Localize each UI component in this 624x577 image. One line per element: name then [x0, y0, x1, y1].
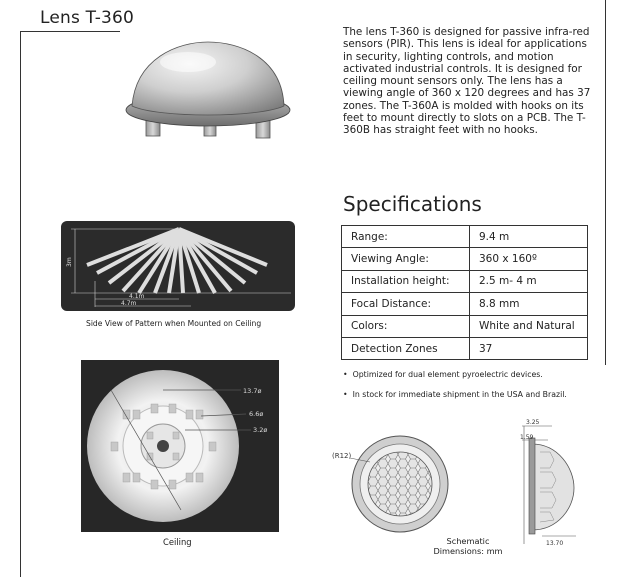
- side-view-diagram: [61, 221, 295, 311]
- radius-label: (R12): [332, 452, 352, 460]
- ceiling-pattern-diagram: [81, 360, 279, 532]
- lens-product-image: [118, 38, 302, 156]
- bullet-item: • In stock for immediate shipment in the USA and Brazil.: [343, 390, 567, 399]
- left-border-line: [20, 31, 21, 577]
- spec-row-focal-distance: [342, 293, 588, 315]
- spec-value: 2.5 m- 4 m: [470, 270, 588, 292]
- spec-label: Detection Zones: [342, 337, 470, 359]
- schematic-caption-line1: Schematic: [446, 536, 490, 546]
- zone-diameter-inner: 3.2ø: [253, 426, 268, 434]
- distance-label-1: 4.1m: [129, 293, 145, 300]
- distance-label-2: 4.7m: [121, 300, 137, 307]
- side-view-caption: Side View of Pattern when Mounted on Ceiling: [86, 319, 262, 328]
- dimension-a: 3.25: [526, 419, 540, 426]
- specifications-table: [341, 225, 588, 360]
- schematic-side-view: [516, 418, 596, 550]
- spec-value: 37: [470, 337, 588, 359]
- ceiling-pattern-panel: [81, 360, 279, 532]
- spec-label: Viewing Angle:: [342, 248, 470, 270]
- spec-row-viewing-angle: [342, 248, 588, 270]
- schematic-top-view: [328, 432, 478, 534]
- zone-diameter-outer: 13.7ø: [243, 387, 262, 395]
- spec-row-colors: [342, 315, 588, 337]
- spec-value: 360 x 160º: [470, 248, 588, 270]
- specifications-heading: Specifications: [343, 192, 482, 216]
- dimension-b: 1.59: [520, 434, 534, 441]
- spec-label: Range:: [342, 226, 470, 248]
- schematic-caption-line2: Dimensions: mm: [433, 546, 503, 556]
- spec-value: 8.8 mm: [470, 293, 588, 315]
- product-description: The lens T-360 is designed for passive infra-red sensors (PIR). This lens is ideal for applications in security, lighting controls, and motion activated industrial controls. It is designed for ceiling mount sensors only. The lens has a viewing angle of 360 x 120 degrees and has 37 zones. The T-360A is molded with hooks on its feet to mount directly to slots on a PCB. The T-360B has straight feet with no hooks.: [343, 26, 591, 137]
- spec-value: White and Natural: [470, 315, 588, 337]
- spec-row-installation-height: [342, 270, 588, 292]
- title-underline: [20, 31, 120, 32]
- side-view-pattern-panel: [61, 221, 295, 311]
- dimension-c: 13.70: [546, 540, 564, 547]
- schematic-caption: [428, 536, 508, 556]
- spec-label: Focal Distance:: [342, 293, 470, 315]
- spec-label: Installation height:: [342, 270, 470, 292]
- spec-label: Colors:: [342, 315, 470, 337]
- height-label: 3m: [66, 257, 73, 267]
- right-border-line: [605, 0, 606, 365]
- ceiling-caption: Ceiling: [163, 537, 192, 547]
- zone-diameter-middle: 6.6ø: [249, 410, 264, 418]
- spec-row-range: [342, 226, 588, 248]
- page-title: Lens T-360: [40, 8, 135, 28]
- feature-bullets: [343, 370, 598, 410]
- spec-value: 9.4 m: [470, 226, 588, 248]
- bullet-item: • Optimized for dual element pyroelectric devices.: [343, 370, 543, 379]
- spec-row-detection-zones: [342, 337, 588, 359]
